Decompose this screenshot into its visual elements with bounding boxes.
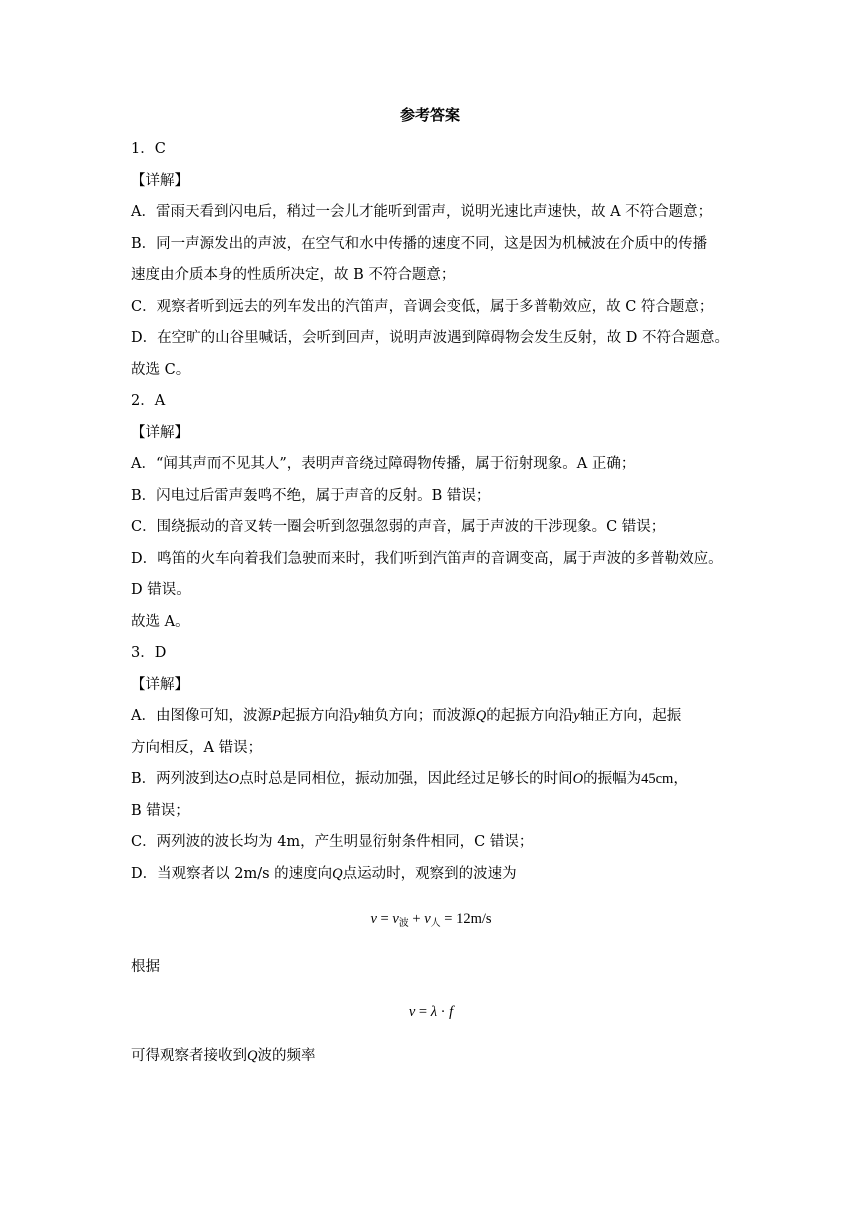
q1-option-c: C．观察者听到远去的列车发出的汽笛声，音调会变低，属于多普勒效应，故 C 符合题意； <box>131 298 714 315</box>
q3-option-a-line1: A．由图像可知，波源P起振方向沿y轴负方向；而波源Q的起振方向沿y轴正方向，起振 <box>131 708 682 724</box>
page-title: 参考答案 <box>399 106 460 124</box>
q3-final-statement: 可得观察者接收到Q波的频率 <box>131 1047 316 1064</box>
q2-detail-label: 【详解】 <box>131 424 189 441</box>
q2-heading: 2．A <box>131 393 166 409</box>
q3-heading: 3．D <box>131 645 167 661</box>
q1-conclusion: 故选 C。 <box>131 361 191 378</box>
equation-observed-wave-speed: $v = v_波 + v_人 = 12m/s$ <box>370 911 492 929</box>
q1-option-b-line2: 速度由介质本身的性质所决定，故 B 不符合题意； <box>131 267 456 283</box>
q1-detail-label: 【详解】 <box>131 172 189 189</box>
q3-according: 根据 <box>131 958 160 975</box>
q3-option-b-line1: B．两列波到达O点时总是同相位，振动加强，因此经过足够长的时间O的振幅为45cm， <box>131 771 688 787</box>
q3-option-c: C．两列波的波长均为 4m，产生明显衍射条件相同，C 错误； <box>131 834 534 850</box>
q3-option-b-line2: B 错误； <box>131 802 190 819</box>
answer-content <box>131 134 731 1072</box>
q2-option-c: C．围绕振动的音叉转一圈会听到忽强忽弱的声音，属于声波的干涉现象。C 错误； <box>131 519 666 535</box>
q3-option-a-line2: 方向相反，A 错误； <box>131 739 263 756</box>
q1-option-d: D．在空旷的山谷里喊话，会听到回声，说明声波遇到障碍物会发生反射，故 D 不符合题意。 <box>131 330 729 346</box>
q2-option-a: A．“闻其声而不见其人”，表明声音绕过障碍物传播，属于衍射现象。A 正确； <box>131 456 636 472</box>
q1-heading: 1．C <box>131 141 166 157</box>
q1-option-a: A．雷雨天看到闪电后，稍过一会儿才能听到雷声，说明光速比声速快，故 A 不符合题意； <box>131 204 713 220</box>
q2-option-b: B．闪电过后雷声轰鸣不绝，属于声音的反射。B 错误； <box>131 487 491 504</box>
equation-wave-relation: v = λ · f <box>408 1004 454 1020</box>
q3-option-d: D．当观察者以 2m/s 的速度向Q点运动时，观察到的波速为 <box>131 865 517 882</box>
q2-conclusion: 故选 A。 <box>131 613 190 630</box>
q2-option-d-line2: D 错误。 <box>131 582 191 598</box>
q2-option-d-line1: D．鸣笛的火车向着我们急驶而来时，我们听到汽笛声的音调变高，属于声波的多普勒效应。 <box>131 550 723 567</box>
q1-option-b-line1: B．同一声源发出的声波，在空气和水中传播的速度不同，这是因为机械波在介质中的传播 <box>131 235 708 252</box>
q3-detail-label: 【详解】 <box>131 676 189 693</box>
